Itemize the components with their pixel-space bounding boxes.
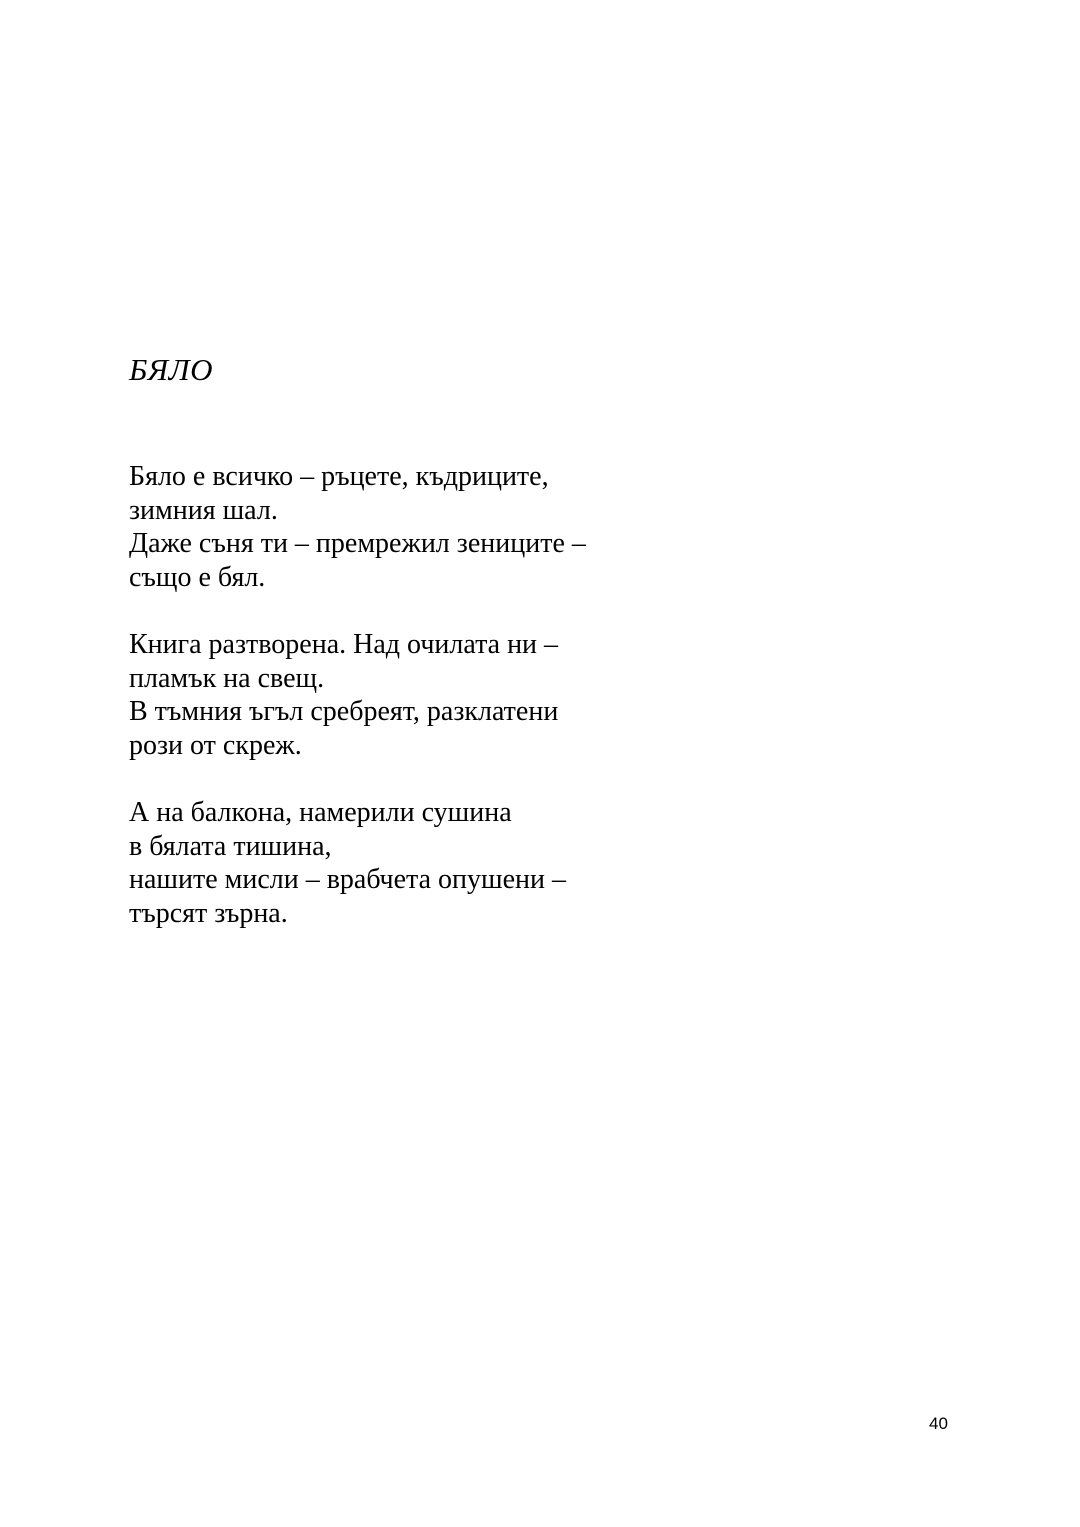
poem-line: зимния шал. (129, 494, 278, 526)
poem-title: БЯЛО (129, 352, 214, 387)
poem-line: търсят зърна. (129, 897, 288, 929)
stanza-1 (129, 460, 586, 594)
poem-line: А на балкона, намерили сушина (129, 797, 512, 828)
page-number: 40 (929, 1414, 948, 1433)
poem-line: в бялата тишина, (129, 830, 332, 862)
poem-line: Книга разтворена. Над очилата ни – (129, 629, 559, 660)
poem-line: Бяло е всичко – ръцете, къдриците, (129, 461, 549, 492)
poem-line: нашите мисли – врабчета опушени – (129, 864, 566, 895)
poem-line: рози от скреж. (129, 729, 302, 761)
poem-line: пламък на свещ. (129, 662, 325, 694)
poem-line: също е бял. (129, 561, 266, 593)
poem-line: В тъмния ъгъл сребреят, разклатени (129, 696, 559, 727)
poem-body (129, 460, 586, 964)
poem-line: Даже съня ти – премрежил зениците – (129, 528, 586, 559)
stanza-3 (129, 796, 586, 930)
stanza-2 (129, 628, 586, 762)
